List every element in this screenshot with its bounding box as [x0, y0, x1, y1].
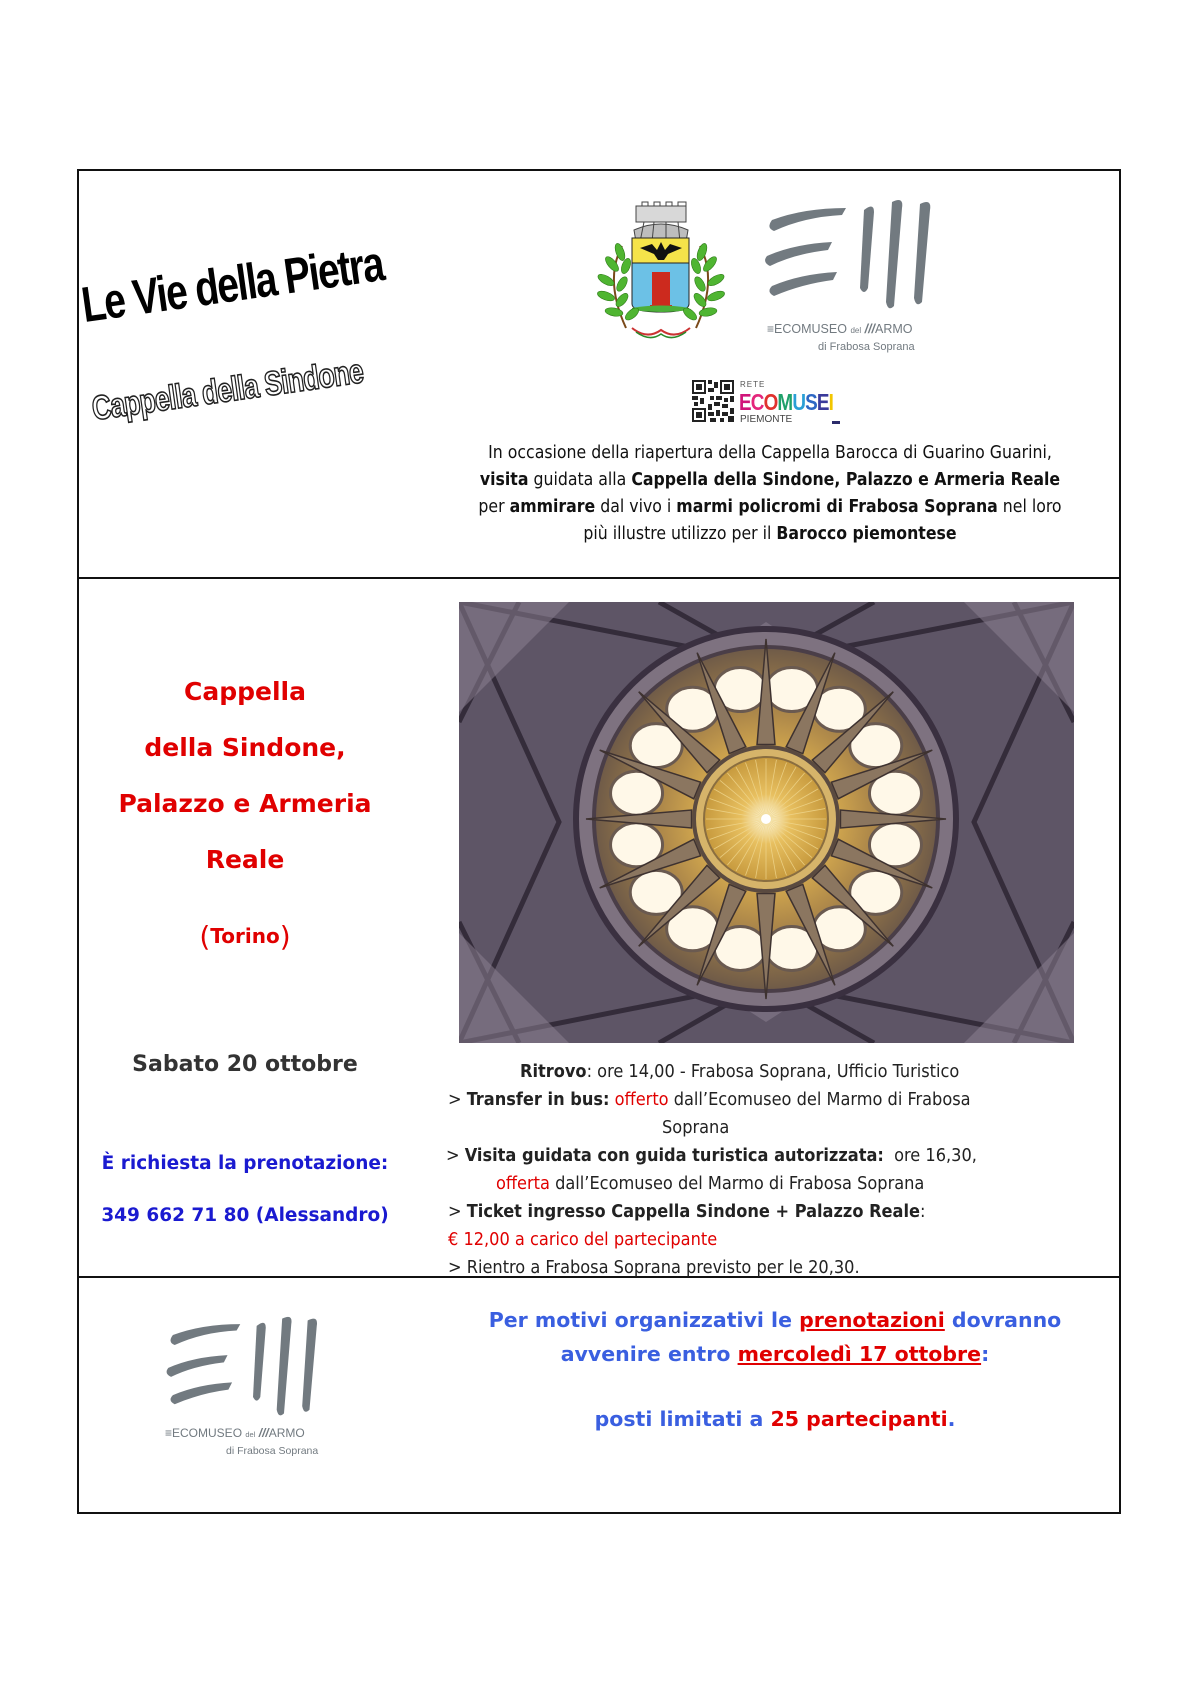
- ecomusei-dash: [832, 421, 840, 424]
- event-title-line-2: della Sindone,: [144, 733, 346, 762]
- flyer-subtitle: Cappella della Sindone: [89, 352, 366, 429]
- ecomusei-letter: E: [816, 389, 829, 415]
- ecomuseo-logo-line1: ≡ECOMUSEO del ///ARMO: [767, 322, 913, 336]
- intro-line-2: visita guidata alla Cappella della Sindone, Palazzo e Armeria Reale: [479, 470, 1061, 490]
- intro-line-1: In occasione della riapertura della Cappella Barocca di Guarino Guarini,: [488, 443, 1052, 463]
- detail-transfer-cont: Soprana: [662, 1117, 730, 1138]
- flyer-title: Le Vie della Pietra: [78, 235, 387, 334]
- dome-photo: [459, 602, 1074, 1043]
- ecomusei-letter: C: [750, 389, 764, 415]
- ecomusei-wordmark: [739, 389, 833, 416]
- ecomuseo-marmo-logo-footer: [163, 1315, 323, 1417]
- coat-of-arms-logo: [592, 200, 730, 345]
- event-title-line-4: Reale: [205, 845, 285, 874]
- event-date: Sabato 20 ottobre: [132, 1052, 358, 1077]
- booking-label: È richiesta la prenotazione:: [101, 1153, 389, 1174]
- detail-visita-cont: offerta dall’Ecomuseo del Marmo di Frabosa Soprana: [496, 1173, 925, 1194]
- ecomusei-letter: O: [763, 389, 778, 415]
- booking-phone[interactable]: 349 662 71 80 (Alessandro): [101, 1205, 389, 1226]
- intro-paragraph: [430, 440, 1110, 548]
- ecomusei-letter: M: [777, 389, 793, 415]
- event-title-line-1: Cappella: [184, 677, 306, 706]
- rete-label: RETE: [740, 380, 766, 389]
- ecomusei-letter: I: [828, 389, 834, 415]
- detail-ritrovo: Ritrovo: ore 14,00 - Frabosa Soprana, Ufficio Turistico: [520, 1061, 960, 1082]
- shield-icon: [632, 238, 689, 312]
- ecomusei-letter: U: [792, 389, 806, 415]
- event-city: (Torino): [199, 920, 291, 953]
- piemonte-label: PIEMONTE: [740, 414, 793, 425]
- detail-ticket: > Ticket ingresso Cappella Sindone + Palazzo Reale:: [448, 1201, 926, 1222]
- detail-visita: > Visita guidata con guida turistica autorizzata: ore 16,30,: [446, 1145, 977, 1166]
- event-title-line-3: Palazzo e Armeria: [118, 789, 372, 818]
- ecomusei-letter: S: [805, 389, 817, 415]
- intro-line-4: più illustre utilizzo per il Barocco piemontese: [583, 524, 957, 544]
- detail-transfer: > Transfer in bus: offerto dall’Ecomuseo del Marmo di Frabosa: [448, 1089, 971, 1110]
- divider-header: [77, 577, 1121, 579]
- qr-code-icon: [692, 380, 734, 422]
- footer-line-2: avvenire entro mercoledì 17 ottobre:: [560, 1342, 990, 1366]
- detail-rientro: > Rientro a Frabosa Soprana previsto per le 20,30.: [448, 1257, 860, 1278]
- intro-line-3: per ammirare dal vivo i marmi policromi di Frabosa Soprana nel loro: [478, 497, 1062, 517]
- detail-ticket-price: € 12,00 a carico del partecipante: [448, 1229, 718, 1250]
- ecomuseo-marmo-logo: [764, 198, 934, 310]
- ecomusei-letter: E: [739, 389, 751, 415]
- ecomuseo-footer-line1: ≡ECOMUSEO del ///ARMO: [165, 1426, 305, 1440]
- footer-line-1: Per motivi organizzativi le prenotazioni dovranno: [488, 1308, 1062, 1332]
- ecomuseo-footer-line2: di Frabosa Soprana: [226, 1445, 319, 1457]
- footer-line-3: posti limitati a 25 partecipanti.: [594, 1407, 956, 1431]
- ecomuseo-logo-line2: di Frabosa Soprana: [818, 341, 915, 353]
